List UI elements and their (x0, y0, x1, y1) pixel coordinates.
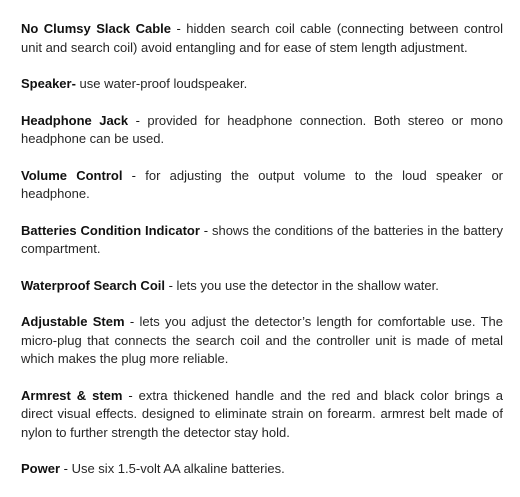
feature-term: Armrest & stem (21, 387, 123, 403)
feature-description: use water-proof loudspeaker. (79, 76, 248, 91)
feature-term: Waterproof Search Coil (21, 277, 165, 293)
feature-term: Headphone Jack (21, 112, 129, 128)
feature-description: shows the conditions of the batteries in the battery compartment. (21, 222, 504, 256)
feature-separator: - (122, 387, 139, 403)
feature-power (21, 460, 503, 479)
feature-volume-control (21, 167, 503, 204)
feature-description: lets you adjust the detector’s length for comfortable use. The micro-plug that connects the search coil and the controller unit is made of metal which makes the plug more reliable. (21, 314, 503, 366)
feature-separator: - (122, 167, 146, 183)
feature-waterproof-coil (21, 277, 503, 296)
feature-description: Use six 1.5-volt AA alkaline batteries. (71, 461, 285, 476)
feature-armrest-stem (21, 387, 503, 443)
feature-separator: - (60, 461, 72, 476)
feature-term: Speaker- (21, 76, 76, 91)
feature-separator: - (124, 314, 140, 329)
feature-term: Volume Control (21, 167, 123, 183)
feature-term: Power (21, 461, 61, 476)
feature-term: Adjustable Stem (21, 314, 125, 329)
feature-description: lets you use the detector in the shallow water. (176, 277, 439, 293)
feature-description: extra thickened handle and the red and black color brings a direct visual effects. designed to eliminate strain on forearm. armrest belt made of nylon to further strength the detector stay hold. (21, 387, 503, 440)
feature-adjustable-stem (21, 313, 503, 369)
feature-headphone-jack (21, 112, 503, 149)
feature-slack-cable (21, 20, 503, 57)
feature-description: provided for headphone connection. Both stereo or mono headphone can be used. (21, 112, 503, 146)
feature-term: Batteries Condition Indicator (21, 222, 200, 238)
feature-description: hidden search coil cable (connecting between control unit and search coil) avoid entangling and for ease of stem length adjustment. (21, 21, 503, 55)
feature-list (21, 20, 503, 497)
feature-separator: - (171, 21, 187, 36)
feature-separator: - (128, 112, 148, 128)
feature-speaker (21, 75, 503, 94)
feature-separator: - (164, 277, 177, 293)
feature-battery-indicator (21, 222, 503, 259)
feature-term: No Clumsy Slack Cable (21, 21, 172, 36)
feature-separator: - (199, 222, 212, 238)
feature-description: for adjusting the output volume to the loud speaker or headphone. (21, 167, 504, 201)
